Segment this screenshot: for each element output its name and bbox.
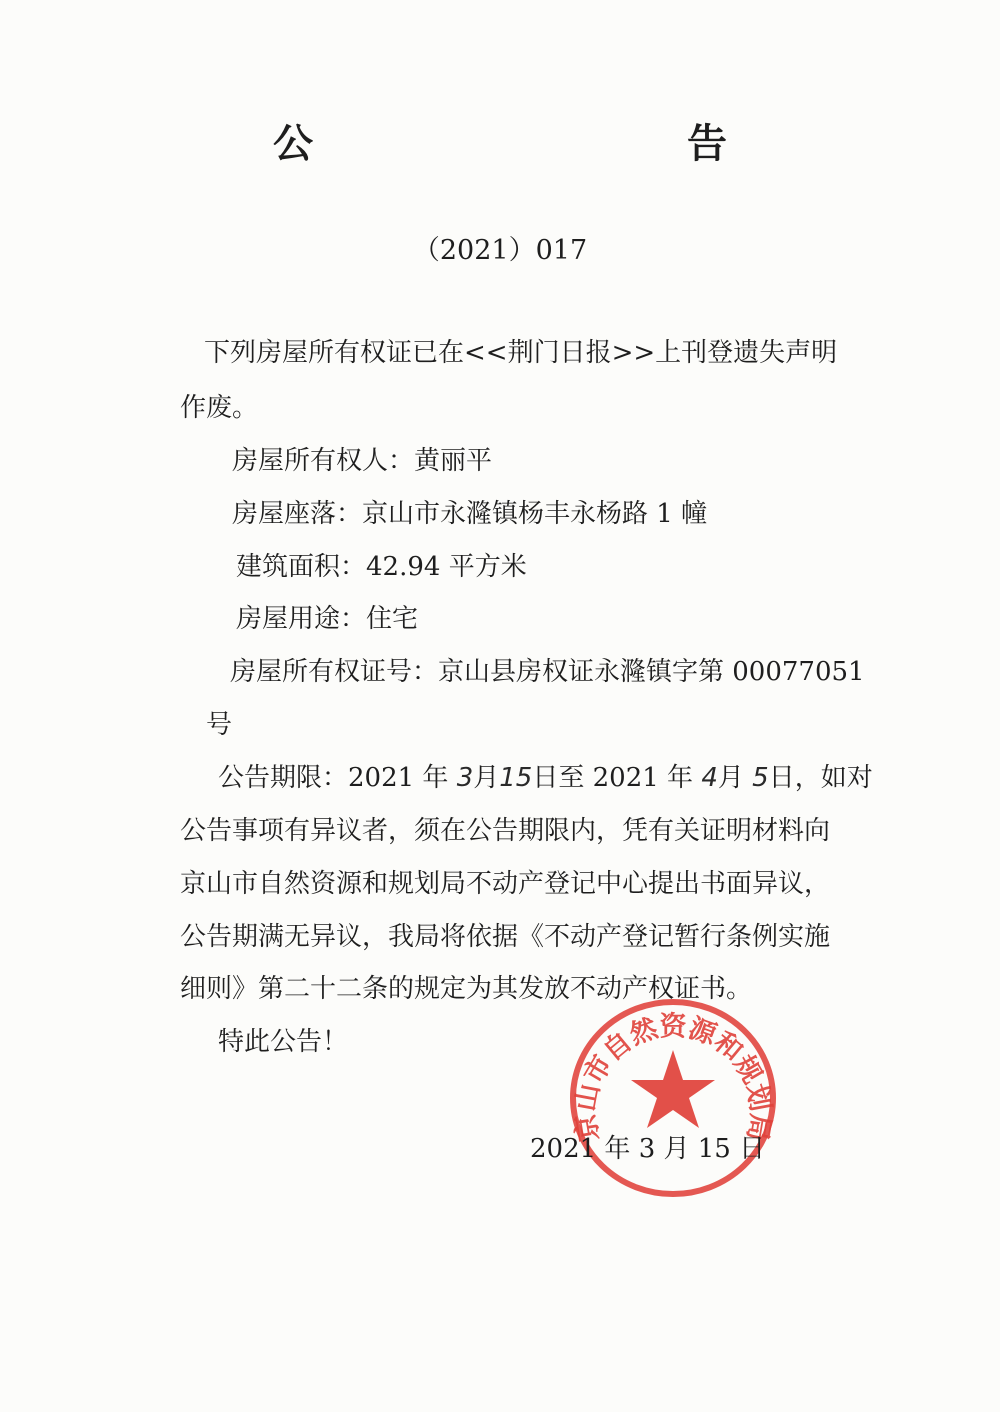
field-area: 建筑面积：42.94 平方米 bbox=[236, 552, 527, 582]
field-certificate-number-cont: 号 bbox=[206, 710, 233, 740]
handwritten-end-day: 5 bbox=[752, 763, 769, 793]
period-line-3: 京山市自然资源和规划局不动产登记中心提出书面异议， bbox=[180, 869, 831, 899]
closing-text: 特此公告！ bbox=[218, 1027, 349, 1057]
period-prefix: 公告期限：2021 年 bbox=[218, 763, 457, 793]
period-line-4: 公告期满无异议，我局将依据《不动产登记暂行条例实施 bbox=[180, 922, 831, 952]
document-date: 2021 年 3 月 15 日 bbox=[530, 1134, 766, 1164]
handwritten-start-month: 3 bbox=[456, 763, 474, 793]
period-line-5: 细则》第二十二条的规定为其发放不动产权证书。 bbox=[180, 974, 753, 1004]
period-line-1 bbox=[218, 761, 873, 795]
document-number: （2021）017 bbox=[412, 235, 588, 266]
seal-text: 京山市自然资源和规划局 bbox=[570, 1011, 776, 1144]
document-title: 公 告 bbox=[273, 120, 907, 167]
field-certificate-number: 房屋所有权证号：京山县房权证永漋镇字第 00077051 bbox=[230, 657, 865, 687]
handwritten-end-month: 4 bbox=[701, 763, 718, 793]
period-line-2: 公告事项有异议者，须在公告期限内，凭有关证明材料向 bbox=[180, 816, 831, 846]
field-owner: 房屋所有权人：黄丽平 bbox=[232, 446, 493, 476]
seal-star-icon bbox=[631, 1050, 715, 1128]
intro-line-1: 下列房屋所有权证已在<<荆门日报>>上刊登遗失声明 bbox=[204, 338, 838, 368]
intro-line-2: 作废。 bbox=[180, 393, 259, 423]
period-start-month-unit: 月 bbox=[473, 763, 500, 793]
handwritten-start-day: 15 bbox=[499, 763, 533, 793]
period-end-day-unit: 日，如对 bbox=[768, 763, 873, 793]
field-location: 房屋座落：京山市永漋镇杨丰永杨路 1 幢 bbox=[232, 499, 708, 529]
period-end-month-unit: 月 bbox=[717, 763, 753, 793]
official-seal bbox=[557, 988, 787, 1208]
field-usage: 房屋用途：住宅 bbox=[236, 604, 419, 634]
period-start-day-unit: 日至 2021 年 bbox=[532, 763, 702, 793]
